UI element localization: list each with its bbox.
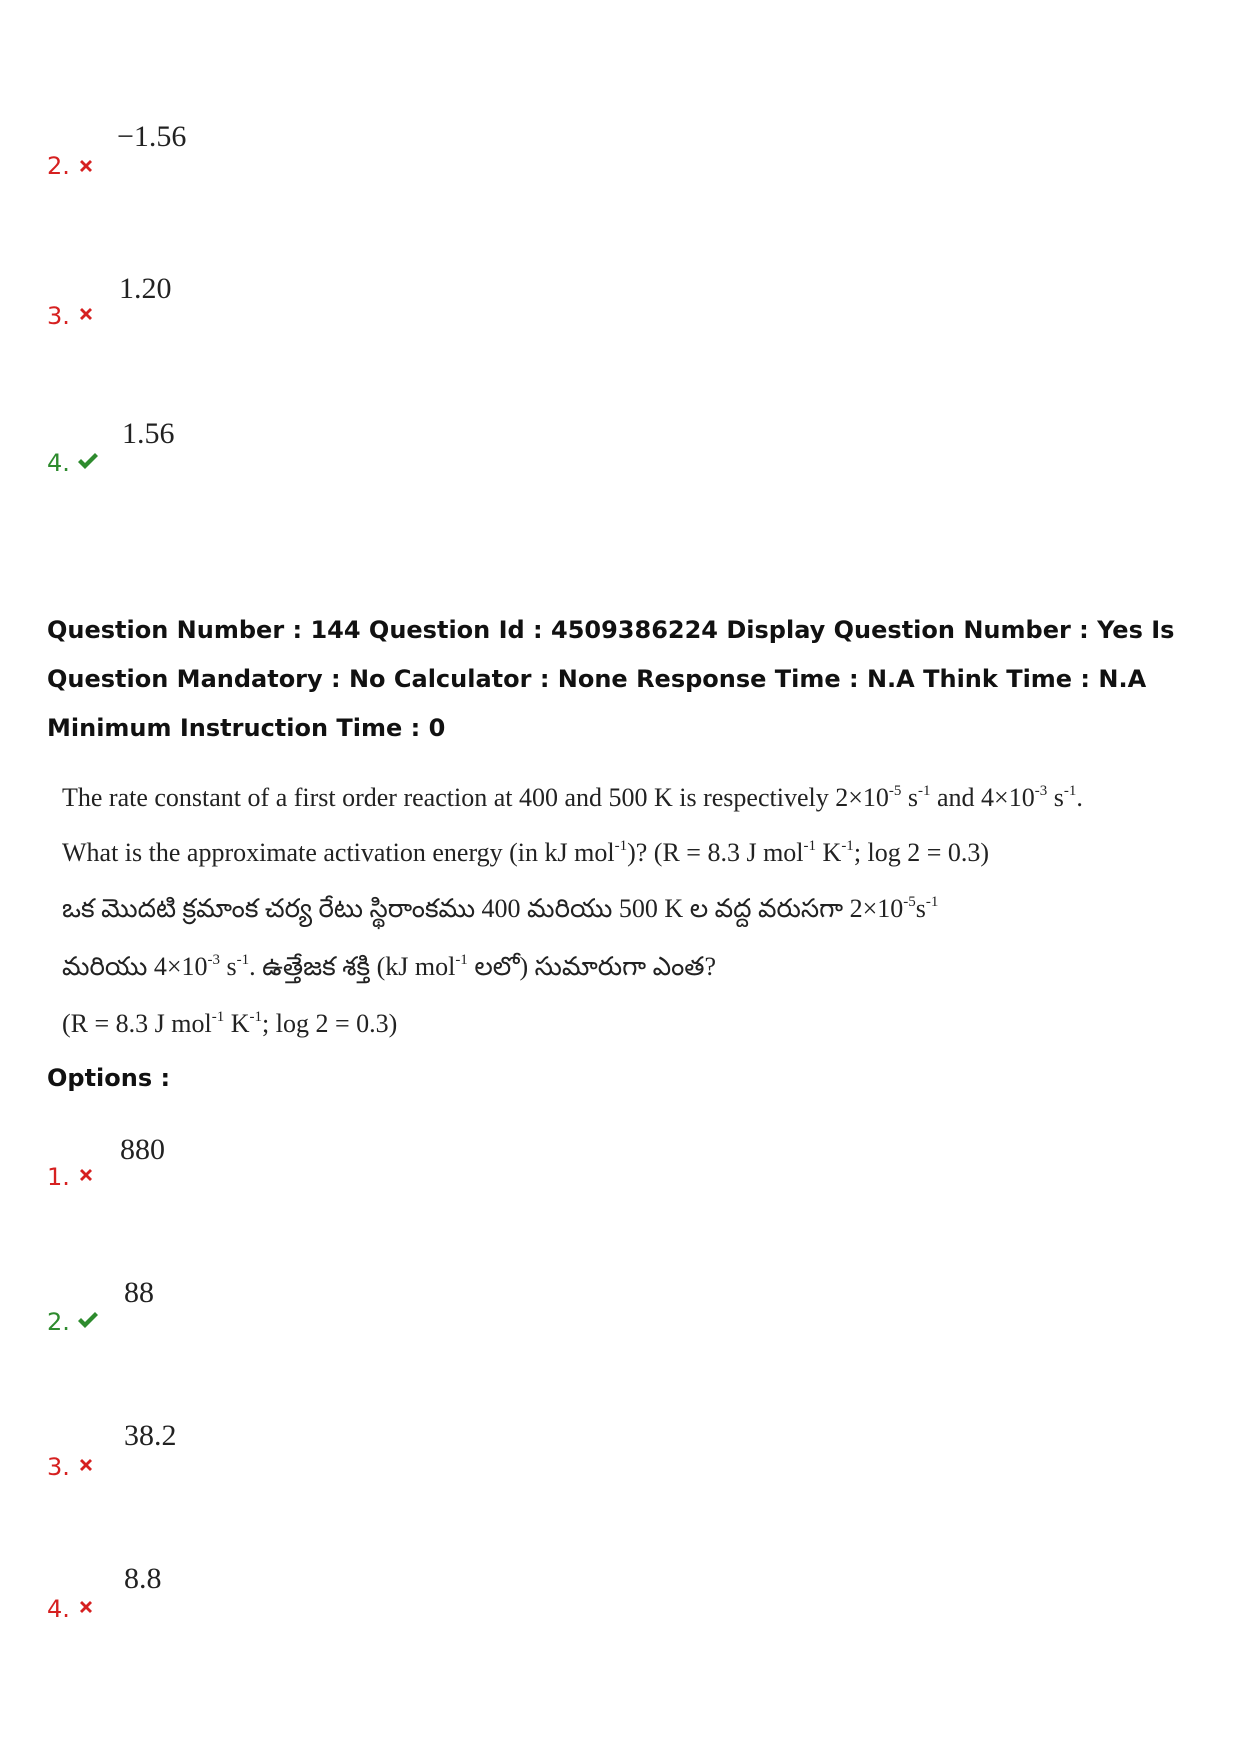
check-mark-icon [75,450,101,472]
option-value: −1.56 [117,120,187,153]
option-value: 88 [124,1276,154,1309]
cross-mark-icon [75,1596,97,1618]
option-item [47,1419,447,1499]
option-item [47,1276,447,1356]
option-item [47,272,447,352]
cross-mark-icon [75,1164,97,1186]
option-number: 2. [47,152,70,180]
cross-mark-icon [75,155,97,177]
question-text-telugu-line-1: ఒక మొదటి క్రమాంక చర్య రేటు స్థిరాంకము 400 మరియు 500 K ల వద్ద వరుసగా $2\times 10^{-5}s^{-1}$ [62,894,939,923]
question-meta: Question Number : 144 Question Id : 4509386224 Display Question Number : Yes Is Question Mandatory : No Calculator : None Response Time : N.A Think Time : N.A Minimum Instruction Time : 0 [47,616,1175,742]
options-label: Options : [47,1064,171,1092]
option-value: 38.2 [124,1419,177,1452]
option-item [47,120,447,200]
option-item [47,417,447,497]
cross-mark-icon [75,303,97,325]
option-value: 880 [120,1133,165,1166]
option-number: 3. [47,302,70,330]
question-text-telugu-line-2: మరియు $4\times 10^{-3}$ $s^{-1}$. ఉత్తేజక శక్తి (kJ mol$^{-1}$ లలో) సుమారుగా ఎంత? [62,952,717,981]
option-item [47,1562,447,1642]
question-text-english-line-1: The rate constant of a first order reaction at 400 and 500 K is respectively $2\times 10^{-5}$ $s^{-1}$ and $4\times 10^{-3}$ $s^{-1}$. [62,783,1083,812]
option-item [47,1133,447,1213]
question-body [62,770,1083,1051]
option-number: 2. [47,1308,70,1336]
option-number: 4. [47,1595,70,1623]
option-value: 8.8 [124,1562,162,1595]
option-number: 4. [47,449,70,477]
option-value: 1.20 [119,272,172,305]
check-mark-icon [75,1309,101,1331]
cross-mark-icon [75,1454,97,1476]
option-number: 3. [47,1453,70,1481]
option-number: 1. [47,1163,70,1191]
option-value: 1.56 [122,417,175,450]
question-text-telugu-line-3: (R = 8.3 J mol$^{-1}$ $K^{-1}$; log 2 = 0.3) [62,1009,398,1038]
question-text-english-line-2: What is the approximate activation energy (in kJ mol$^{-1}$)? (R = 8.3 J mol$^{-1}$ $K^{-1}$; log 2 = 0.3) [62,838,990,867]
